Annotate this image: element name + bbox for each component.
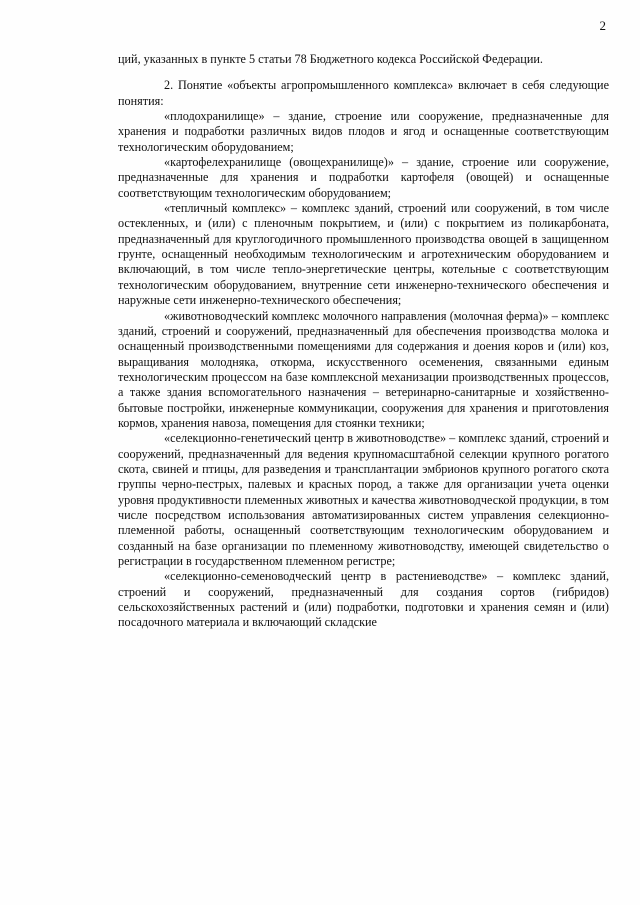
document-body: [118, 52, 609, 631]
paragraph-livestock-breeding-center: «селекционно-генетический центр в животноводстве» – комплекс зданий, строений и сооружений, предназначенный для ведения крупномасштабной селекции крупного рогатого скота, свиней и птицы, для разведения и трансплантации эмбрионов крупного рогатого скота группы черно-пестрых, палевых и красных пород, а также для организации учета оценки уровня продуктивности племенных животных и качества животноводческой продукции, в том числе посредством использования автоматизированных систем управления селекционно-племенной работы, оснащенный соответствующим технологическим оборудованием и созданный на базе организации по племенному животноводству, имеющей свидетельство о регистрации в государственном племенном регистре;: [118, 431, 609, 568]
paragraph-continuation: ций, указанных в пункте 5 статьи 78 Бюджетного кодекса Российской Федерации.: [118, 52, 543, 66]
paragraph-greenhouse-complex: «тепличный комплекс» – комплекс зданий, строений или сооружений, в том числе остекленных, и (или) с пленочным покрытием, и (или) с покрытием из поликарбоната, предназначенный для круглогодичного промышленного производства овощей в защищенном грунте, оснащенный необходимым технологическим и агротехническим оборудованием и включающий, в том числе тепло-энергетические центры, котельные с соответствующим технологическим оборудованием, внутренние сети инженерно-технического обеспечения и наружные сети инженерно-технического обеспечения;: [118, 201, 609, 308]
page-number: 2: [599, 18, 606, 33]
paragraph-seed-breeding-center: «селекционно-семеноводческий центр в растениеводстве» – комплекс зданий, строений и сооружений, предназначенный для создания сортов (гибридов) сельскохозяйственных растений и (или) подработки, подготовки и хранения семян и (или) посадочного материала и включающий складские: [118, 569, 609, 630]
paragraph-dairy-complex: «животноводческий комплекс молочного направления (молочная ферма)» – комплекс зданий, строений и сооружений, предназначенный для обеспечения производства молока и оснащенный производственными помещениями для содержания и доения коров и (или) коз, выращивания молодняка, откорма, искусственного осеменения, связанными единым технологическим процессом на базе комплексной механизации производственных процессов, а также здания вспомогательного назначения – ветеринарно-санитарные и хозяйственно-бытовые постройки, инженерные коммуникации, сооружения для хранения и приготовления кормов, хранения навоза, помещения для стоянки техники;: [118, 308, 609, 430]
paragraph-potato-storage: «картофелехранилище (овощехранилище)» – здание, строение или сооружение, предназначенные для хранения и подработки картофеля (овощей) и оснащенные соответствующим технологическим оборудованием;: [118, 155, 609, 200]
paragraph-fruit-storage: «плодохранилище» – здание, строение или сооружение, предназначенные для хранения и подработки различных видов плодов и ягод и оснащенные соответствующим технологическим оборудованием;: [118, 109, 609, 154]
paragraph-section-2-intro: 2. Понятие «объекты агропромышленного комплекса» включает в себя следующие понятия:: [118, 78, 609, 108]
